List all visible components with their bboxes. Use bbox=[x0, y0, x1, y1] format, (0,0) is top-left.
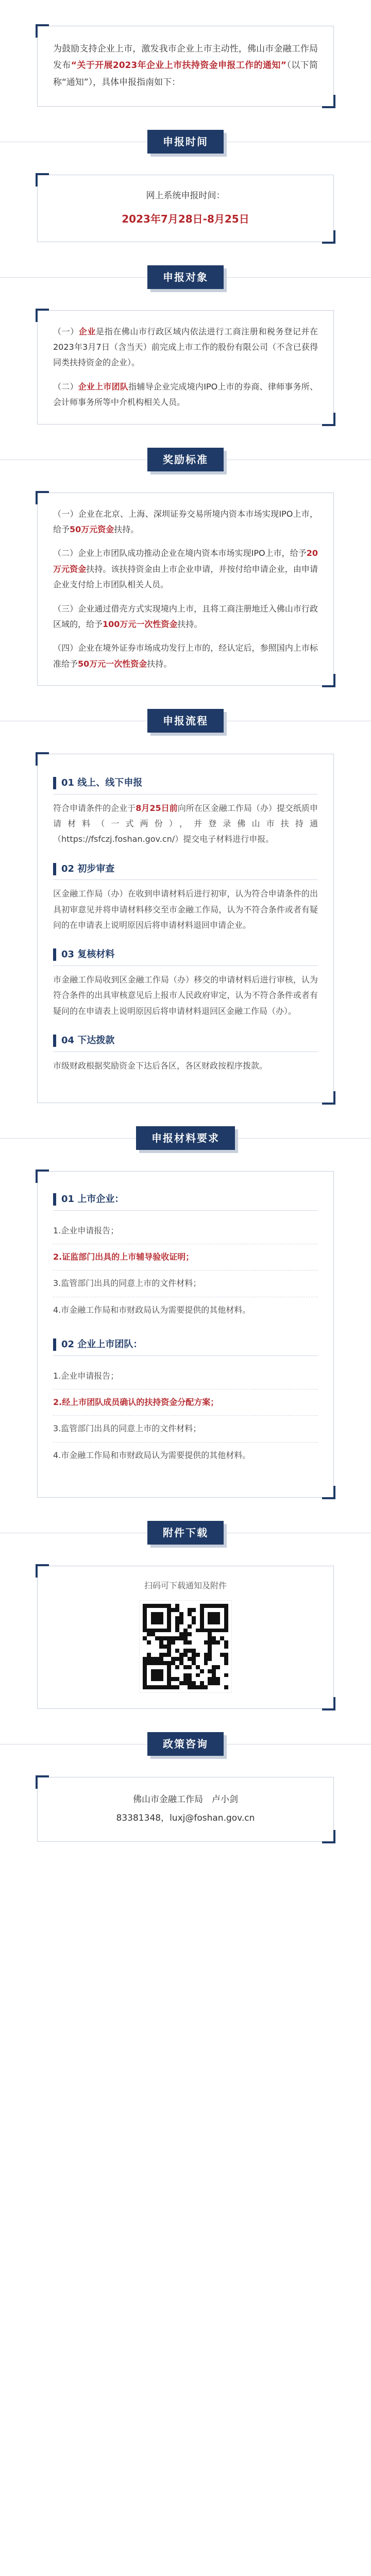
contact-person: 佛山市金融工作局 卢小剑 bbox=[133, 1794, 238, 1805]
bar-marker bbox=[53, 1338, 56, 1351]
bar-marker bbox=[53, 777, 56, 789]
bar-marker bbox=[53, 948, 56, 961]
item-text: （一）企业在北京、上海、深圳证券交易所境内资本市场实现IPO上市，给予 bbox=[53, 509, 318, 534]
item-text: 扶持。 bbox=[114, 524, 139, 534]
flow-step bbox=[53, 775, 318, 848]
materials-group-enterprise bbox=[53, 1191, 318, 1323]
section-title: 奖励标准 bbox=[147, 448, 224, 471]
intro-text: 为鼓励支持企业上市，激发我市企业上市主动性，佛山市金融工作局发布 bbox=[53, 44, 318, 71]
list-item: 2.证监部门出具的上市辅导验收证明； bbox=[53, 1244, 318, 1270]
reward-item-1 bbox=[53, 506, 318, 538]
materials-group-team bbox=[53, 1336, 318, 1468]
amount: 20万元资金 bbox=[53, 548, 318, 574]
section-header-materials bbox=[0, 1117, 371, 1159]
attachment-box bbox=[37, 1566, 334, 1709]
contact-box bbox=[37, 1777, 334, 1841]
notice-title: “关于开展2023年企业上市扶持资金申报工作的通知” bbox=[71, 60, 286, 71]
amount: 50万元资金 bbox=[70, 524, 114, 534]
list-item: 3.监管部门出具的同意上市的文件材料； bbox=[53, 1270, 318, 1297]
underline bbox=[53, 1210, 318, 1211]
list-item: 4.市金融工作局和市财政局认为需要提供的其他材料。 bbox=[53, 1450, 251, 1460]
step-text-part: 符合申请条件的企业于 bbox=[53, 803, 136, 813]
flow-step bbox=[53, 1032, 318, 1074]
item-key: 企业 bbox=[78, 326, 96, 336]
qr-caption: 扫码可下载通知及附件 bbox=[144, 1581, 227, 1591]
step-heading bbox=[53, 946, 318, 963]
item-prefix: （二） bbox=[53, 381, 78, 392]
step-text bbox=[53, 801, 318, 848]
step-text: 区金融工作局（办）在收到申请材料后进行初审，认为符合申请条件的出具初审意见并将申请材料移交至市金融工作局，认为不符合条件或者有疑问的在申请表上说明原因后将申请材料退回申请企业。 bbox=[53, 889, 318, 930]
step-text-part: 向所在区金融工作局（办）提交纸质申请材料（一式两份），并登录佛山市扶持通（https://fsfczj.foshan.gov.cn/）提交电子材料进行申报。 bbox=[53, 803, 318, 844]
step-title: 04 下达拨款 bbox=[61, 1035, 115, 1046]
flow-box bbox=[37, 754, 334, 1103]
section-title: 附件下载 bbox=[147, 1521, 224, 1545]
group-title: 02 企业上市团队： bbox=[61, 1339, 143, 1350]
amount: 100万元一次性资金 bbox=[103, 619, 178, 629]
reward-box bbox=[37, 493, 334, 686]
list-item: 2.经上市团队成员确认的扶持资金分配方案； bbox=[53, 1389, 318, 1416]
section-header-contact bbox=[0, 1723, 371, 1765]
intro-text-end: （以下简称“通知”），具体申报指南如下： bbox=[53, 60, 318, 88]
section-header-flow bbox=[0, 700, 371, 741]
section-title: 政策咨询 bbox=[147, 1732, 224, 1756]
reward-item-2 bbox=[53, 546, 318, 592]
item-text: 是指在佛山市行政区域内依法进行工商注册和税务登记并在2023年3月7日（含当天）前完成上市工作的股份有限公司（不含已获得同类扶持资金的企业）。 bbox=[53, 326, 318, 368]
item-text: 扶持。该扶持资金由上市企业申请，并按付给申请企业，由申请企业支付给上市团队相关人员。 bbox=[53, 564, 318, 590]
step-title: 01 线上、线下申报 bbox=[61, 777, 143, 789]
step-text: 市金融工作局收到区金融工作局（办）移交的申请材料后进行审核，认为符合条件的出具审核意见后上报市人民政府审定，认为不符合条件或者有疑问的在申请表上说明原因后将申请材料退回区金融工作局（办）。 bbox=[53, 974, 318, 1016]
item-text: （三）企业通过借壳方式实现境内上市，且将工商注册地迁入佛山市行政区域的，给予 bbox=[53, 603, 318, 629]
section-title: 申报材料要求 bbox=[136, 1126, 235, 1150]
step-text: 市级财政根据奖励资金下达后各区，各区财政按程序拨款。 bbox=[53, 1060, 268, 1071]
time-label: 网上系统申报时间： bbox=[146, 190, 225, 201]
intro-box bbox=[37, 26, 334, 107]
bar-marker bbox=[53, 863, 56, 875]
section-title: 申报流程 bbox=[147, 709, 224, 733]
flow-step bbox=[53, 946, 318, 1019]
step-heading bbox=[53, 1032, 318, 1049]
section-title: 申报时间 bbox=[147, 130, 224, 154]
group-heading bbox=[53, 1336, 318, 1353]
target-item-team bbox=[53, 379, 318, 411]
reward-item-4 bbox=[53, 640, 318, 672]
list-item: 4.市金融工作局和市财政局认为需要提供的其他材料。 bbox=[53, 1304, 251, 1315]
step-heading bbox=[53, 775, 318, 791]
section-header-reward bbox=[0, 439, 371, 480]
section-header-target bbox=[0, 257, 371, 298]
item-text: 扶持。 bbox=[147, 658, 172, 669]
group-heading bbox=[53, 1191, 318, 1208]
step-heading bbox=[53, 861, 318, 877]
intro-paragraph bbox=[53, 41, 318, 91]
item-prefix: （一） bbox=[53, 326, 79, 336]
item-text: （二）企业上市团队成功推动企业在境内资本市场实现IPO上市，给予 bbox=[53, 548, 307, 558]
item-text: 扶持。 bbox=[177, 619, 203, 629]
list-item: 1.企业申请报告； bbox=[53, 1218, 318, 1244]
group-title: 01 上市企业： bbox=[61, 1194, 124, 1205]
item-text: （四）企业在境外证券市场成功发行上市的，经认定后，参照国内上市标准给予 bbox=[53, 643, 318, 669]
section-header-attachment bbox=[0, 1512, 371, 1553]
step-title: 03 复核材料 bbox=[61, 949, 115, 960]
bar-marker bbox=[53, 1035, 56, 1047]
item-text: 指辅导企业完成境内IPO上市的券商、律师事务所、会计师事务所等中介机构相关人员。 bbox=[53, 381, 318, 408]
contact-info[interactable]: 83381348，luxj@foshan.gov.cn bbox=[116, 1812, 255, 1823]
flow-step bbox=[53, 861, 318, 934]
target-box bbox=[37, 310, 334, 425]
time-date: 2023年7月28日-8月25日 bbox=[122, 212, 249, 225]
qr-code-icon[interactable] bbox=[139, 1600, 232, 1693]
deadline: 8月25日前 bbox=[136, 803, 178, 813]
time-box bbox=[37, 175, 334, 242]
materials-box bbox=[37, 1171, 334, 1498]
section-header-time bbox=[0, 121, 371, 162]
underline bbox=[53, 1355, 318, 1356]
list-item: 3.监管部门出具的同意上市的文件材料； bbox=[53, 1416, 318, 1442]
reward-item-3 bbox=[53, 601, 318, 633]
page bbox=[0, 26, 371, 1862]
underline bbox=[53, 965, 318, 966]
step-title: 02 初步审查 bbox=[61, 863, 115, 874]
item-key: 企业上市团队 bbox=[78, 381, 129, 392]
amount: 50万元一次性资金 bbox=[78, 658, 147, 669]
section-title: 申报对象 bbox=[147, 265, 224, 289]
list-item: 1.企业申请报告； bbox=[53, 1363, 318, 1389]
target-item-enterprise bbox=[53, 324, 318, 371]
underline bbox=[53, 879, 318, 880]
bar-marker bbox=[53, 1193, 56, 1206]
